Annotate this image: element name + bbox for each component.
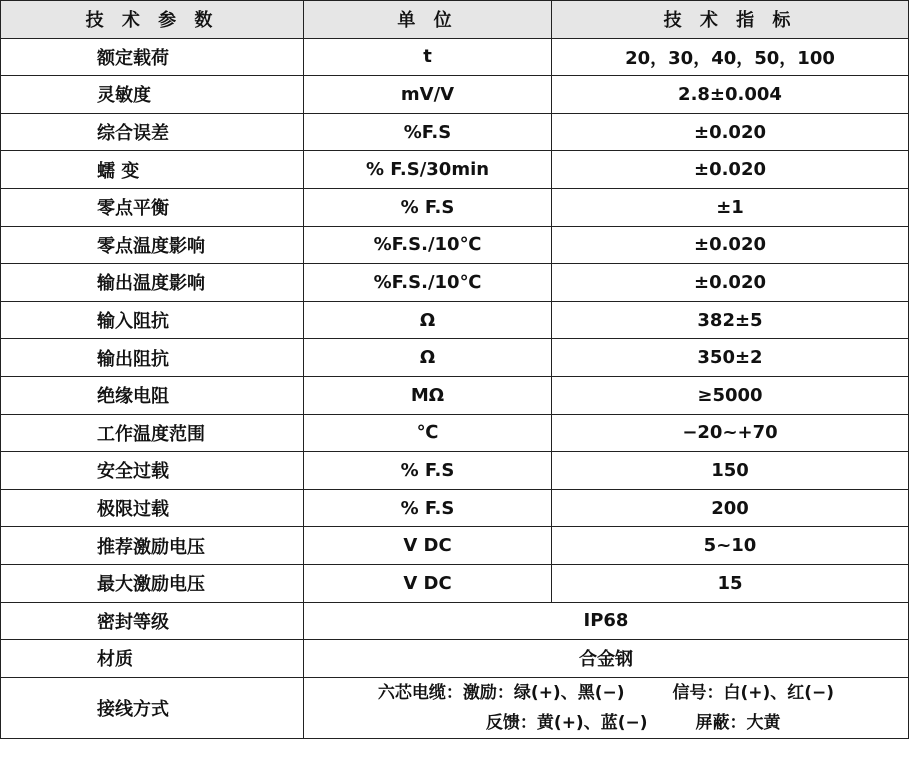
table-row-merged: [1, 640, 909, 678]
param-cell: 安全过载: [1, 452, 304, 490]
unit-cell: % F.S: [304, 452, 552, 490]
unit-cell: mV/V: [304, 76, 552, 114]
param-cell: 综合误差: [1, 113, 304, 151]
param-cell: 绝缘电阻: [1, 376, 304, 414]
unit-cell: % F.S/30min: [304, 151, 552, 189]
table-row: [1, 527, 909, 565]
value-cell: ±0.020: [552, 151, 909, 189]
wiring-value-cell: [304, 677, 909, 738]
param-cell: 密封等级: [1, 602, 304, 640]
unit-cell: % F.S: [304, 489, 552, 527]
unit-cell: Ω: [304, 339, 552, 377]
table-row: [1, 376, 909, 414]
wiring-param-cell: 接线方式: [1, 677, 304, 738]
unit-cell: %F.S: [304, 113, 552, 151]
table-row-merged: [1, 602, 909, 640]
unit-cell: V DC: [304, 527, 552, 565]
unit-cell: Ω: [304, 301, 552, 339]
value-cell: ≥5000: [552, 376, 909, 414]
value-cell: 150: [552, 452, 909, 490]
table-row: [1, 264, 909, 302]
value-cell: 20，30，40，50，100: [552, 38, 909, 76]
value-cell: −20~+70: [552, 414, 909, 452]
unit-cell: V DC: [304, 564, 552, 602]
value-cell: 15: [552, 564, 909, 602]
unit-cell: MΩ: [304, 376, 552, 414]
table-row: [1, 414, 909, 452]
table-row: [1, 151, 909, 189]
wiring-description: [378, 678, 834, 738]
unit-cell: % F.S: [304, 188, 552, 226]
table-row: [1, 76, 909, 114]
wiring-row: [1, 677, 909, 738]
wiring-signal: 信号：白(+)、红(−): [672, 682, 835, 703]
param-cell: 输出阻抗: [1, 339, 304, 377]
value-cell: ±0.020: [552, 226, 909, 264]
param-cell: 零点平衡: [1, 188, 304, 226]
param-cell: 工作温度范围: [1, 414, 304, 452]
table-row: [1, 339, 909, 377]
unit-cell: t: [304, 38, 552, 76]
table-row: [1, 38, 909, 76]
param-cell: 最大激励电压: [1, 564, 304, 602]
value-cell: 382±5: [552, 301, 909, 339]
header-value: 技 术 指 标: [552, 1, 909, 39]
table-row: [1, 564, 909, 602]
value-cell: 5~10: [552, 527, 909, 565]
wiring-feedback: 反馈：黄(+)、蓝(−): [485, 712, 648, 733]
value-cell: 2.8±0.004: [552, 76, 909, 114]
value-cell: ±1: [552, 188, 909, 226]
wiring-excitation: 六芯电缆：激励：绿(+)、黑(−): [377, 682, 625, 703]
unit-cell: ℃: [304, 414, 552, 452]
unit-cell: %F.S./10℃: [304, 264, 552, 302]
param-cell: 输入阻抗: [1, 301, 304, 339]
param-cell: 额定载荷: [1, 38, 304, 76]
param-cell: 蠕 变: [1, 151, 304, 189]
param-cell: 材质: [1, 640, 304, 678]
unit-cell: %F.S./10℃: [304, 226, 552, 264]
table-row: [1, 301, 909, 339]
param-cell: 极限过载: [1, 489, 304, 527]
table-row: [1, 452, 909, 490]
table-row: [1, 188, 909, 226]
value-cell: ±0.020: [552, 264, 909, 302]
header-row: [1, 1, 909, 39]
param-cell: 推荐激励电压: [1, 527, 304, 565]
value-cell: 350±2: [552, 339, 909, 377]
param-cell: 灵敏度: [1, 76, 304, 114]
table-row: [1, 113, 909, 151]
table-row: [1, 226, 909, 264]
wiring-line-1: [378, 678, 834, 708]
wiring-shield: 屏蔽：大黄: [695, 712, 781, 733]
param-cell: 输出温度影响: [1, 264, 304, 302]
param-cell: 零点温度影响: [1, 226, 304, 264]
value-cell: ±0.020: [552, 113, 909, 151]
value-cell: 合金钢: [304, 640, 909, 678]
value-cell: IP68: [304, 602, 909, 640]
table-row: [1, 489, 909, 527]
wiring-line-2: [378, 708, 834, 738]
header-param: 技 术 参 数: [1, 1, 304, 39]
value-cell: 200: [552, 489, 909, 527]
header-unit: 单 位: [304, 1, 552, 39]
